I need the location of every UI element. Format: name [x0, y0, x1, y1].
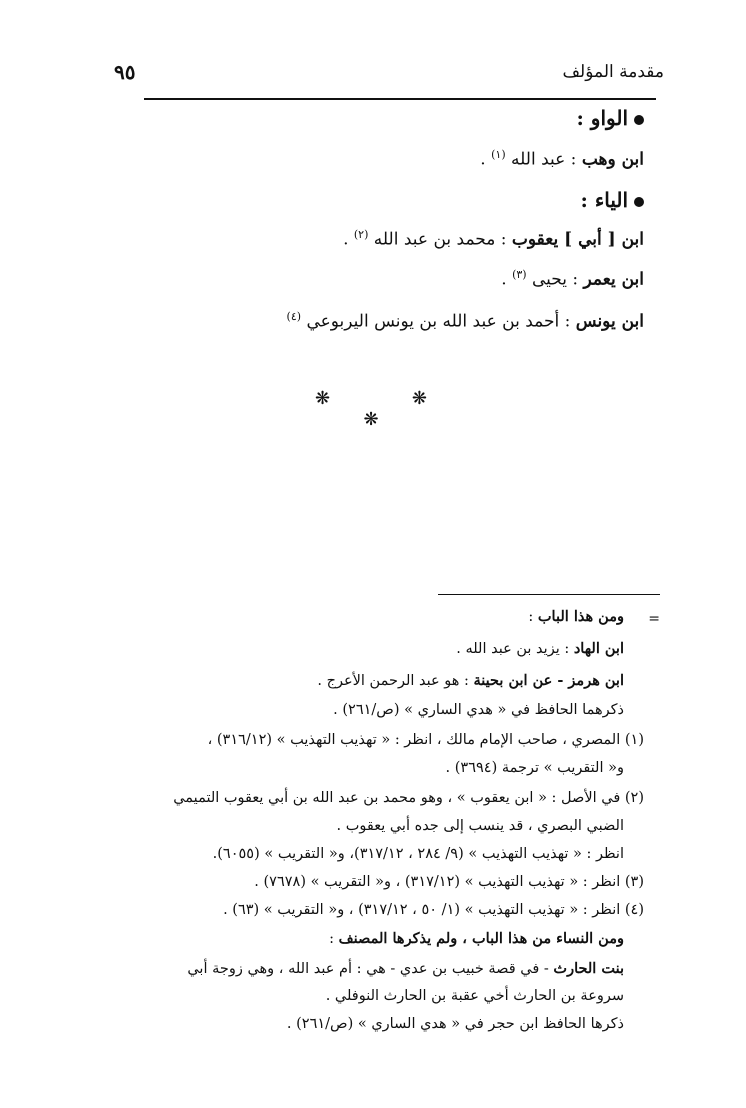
entry-name: ابن وهب [581, 149, 644, 170]
continuation-mark: = [648, 611, 660, 627]
footnote-line: و« التقريب » ترجمة (٣٦٩٤) . [445, 760, 624, 776]
footnote-1: (١) المصري ، صاحب الإمام مالك ، انظر : « تهذيب التهذيب » (٣١٦/١٢) ، [207, 732, 644, 748]
footnote-line: ذكرهما الحافظ في « هدي الساري » (ص/٢٦١) . [333, 702, 624, 718]
entry-text: : محمد بن عبد الله [368, 229, 512, 250]
footnote-line: ابن الهاد : يزيد بن عبد الله . [456, 640, 624, 657]
footnote-3: (٣) انظر : « تهذيب التهذيب » (٣١٧/١٢) ، و« التقريب » (٧٦٧٨) . [254, 874, 644, 890]
bullet-icon [634, 115, 644, 125]
footnote-line: الضبي البصري ، قد ينسب إلى جده أبي يعقوب . [336, 818, 624, 834]
entry-ibn-yamur: ابن يعمر : يحيى $^{(٣)}$ . [501, 268, 644, 290]
entry-name: ابن [ أبي ] يعقوب [511, 229, 644, 250]
footnote-line: ابن هرمز - عن ابن بحينة : هو عبد الرحمن الأعرج . [317, 672, 624, 689]
bullet-icon [634, 197, 644, 207]
entry-text: : يحيى [526, 269, 584, 290]
footnote-line: ومن هذا الباب : [528, 608, 624, 625]
entry-text: : أحمد بن عبد الله بن يونس اليربوعي [301, 311, 576, 332]
footnote-ref: (١) [491, 148, 506, 161]
section-separator: ❋ ❋ ❋ [315, 388, 465, 430]
section-heading-ya: الياء : [580, 188, 644, 212]
footnote-rule [438, 594, 660, 595]
entry-name: ابن يونس [575, 311, 644, 332]
footnote-line: بنت الحارث - في قصة خبيب بن عدي - هي : أم عبد الله ، وهي زوجة أبي [187, 960, 624, 977]
entry-ibn-abi-yaqub: ابن [ أبي ] يعقوب : محمد بن عبد الله $^{(٢)}$ . [343, 228, 644, 250]
entry-ibn-yunus [287, 310, 644, 332]
section-heading-waw: الواو : [576, 106, 644, 130]
footnote-ref: (٤) [286, 310, 302, 323]
footnote-line: ذكرها الحافظ ابن حجر في « هدي الساري » (ص/٢٦١) . [286, 1016, 624, 1032]
entry-ibn-wahb: ابن وهب : عبد الله $^{(١)}$ . [480, 148, 644, 170]
footnote-2: (٢) في الأصل : « ابن يعقوب » ، وهو محمد بن عبد الله بن أبي يعقوب التميمي [173, 790, 644, 806]
page-number: ٩٥ [114, 60, 136, 84]
footnote-ref: (٣) [512, 268, 527, 281]
entry-text: : عبد الله [505, 149, 582, 170]
header-rule [144, 98, 656, 100]
footnote-line: سروعة بن الحارث أخي عقبة بن الحارث النوفلي . [325, 988, 624, 1004]
footnote-line: ومن النساء من هذا الباب ، ولم يذكرها المصنف : [329, 930, 624, 947]
running-header-title: مقدمة المؤلف [562, 62, 664, 82]
entry-name: ابن يعمر [583, 269, 644, 290]
footnote-ref: (٢) [353, 228, 369, 241]
footnote-line: انظر : « تهذيب التهذيب » (٩/ ٢٨٤ ، ٣١٧/١٢)، و« التقريب » (٦٠٥٥). [212, 846, 624, 862]
footnote-4: (٤) انظر : « تهذيب التهذيب » (١/ ٥٠ ، ٣١٧/١٢) ، و« التقريب » (٦٣) . [223, 902, 644, 918]
